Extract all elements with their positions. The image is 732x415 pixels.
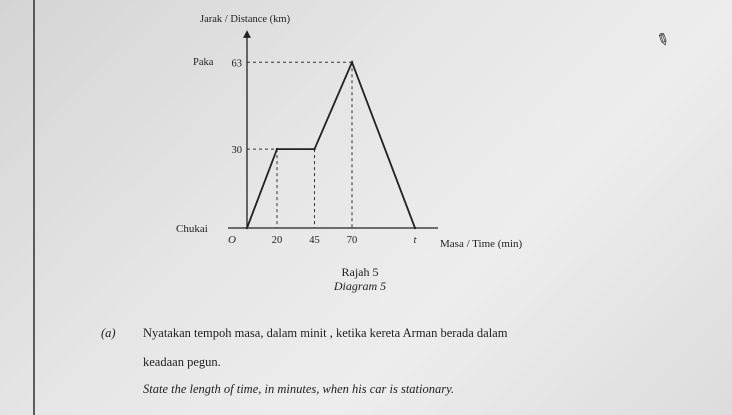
y-place-label-paka: Paka — [193, 57, 214, 68]
question-text-malay-line1: Nyatakan tempoh masa, dalam minit , ketika kereta Arman berada dalam — [143, 326, 508, 340]
data-point — [276, 148, 278, 150]
dashed-guides — [247, 62, 352, 228]
question-text-english: State the length of time, in minutes, when his car is stationary. — [143, 382, 455, 396]
x-tick-label: 45 — [309, 235, 320, 246]
x-tick-label: O — [228, 234, 236, 246]
question-part-label: (a) — [101, 326, 116, 340]
pen-scribble-mark: ✎ — [652, 29, 673, 51]
data-point — [246, 227, 248, 229]
data-point — [351, 61, 353, 63]
question-text-malay-line2: keadaan pegun. — [143, 355, 221, 369]
data-point — [313, 148, 315, 150]
diagram-caption-malay: Rajah 5 — [341, 265, 379, 279]
y-place-label-chukai: Chukai — [176, 223, 208, 235]
x-axis-title: Masa / Time (min) — [440, 238, 523, 250]
distance-line — [247, 62, 415, 228]
x-tick-label: t — [413, 235, 417, 246]
y-axis-title: Jarak / Distance (km) — [200, 14, 291, 25]
x-tick-label: 70 — [346, 235, 358, 246]
x-tick-label: 20 — [271, 235, 283, 246]
y-tick-label: 30 — [231, 145, 242, 157]
y-tick-label: 63 — [231, 58, 242, 70]
diagram-caption-english: Diagram 5 — [333, 279, 387, 293]
data-point — [414, 227, 416, 229]
